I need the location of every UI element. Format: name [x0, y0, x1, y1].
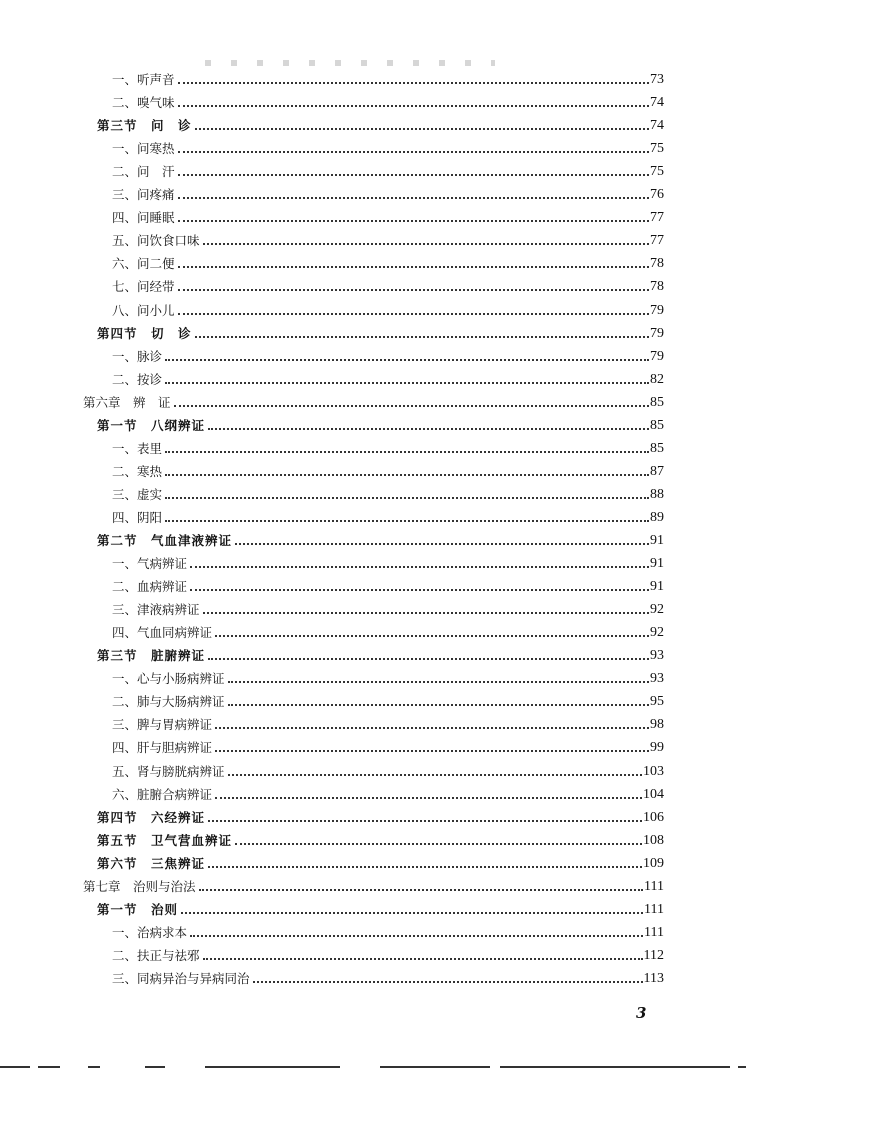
dot-leader — [235, 543, 649, 545]
toc-entry-page-number: 85 — [650, 441, 664, 456]
toc-entry — [112, 552, 664, 572]
scan-artifact-top — [205, 60, 495, 66]
toc-entry-title: 第四节 六经辨证 — [97, 810, 208, 826]
dot-leader — [190, 935, 643, 937]
toc-entry — [112, 575, 664, 595]
dot-leader — [178, 313, 649, 315]
toc-entry-page-number: 74 — [650, 118, 664, 133]
toc-entry — [112, 483, 664, 503]
toc-entry-page-number: 78 — [650, 279, 664, 294]
toc-entry-title: 二、寒热 — [112, 464, 165, 480]
toc-entry-page-number: 77 — [650, 233, 664, 248]
toc-entry-page-number: 79 — [650, 349, 664, 364]
toc-entry-page-number: 78 — [650, 256, 664, 271]
toc-entry-page-number: 82 — [650, 372, 664, 387]
toc-entry-page-number: 106 — [643, 810, 664, 825]
dot-leader — [228, 774, 642, 776]
toc-entry — [97, 114, 664, 134]
toc-entry-title: 七、问经带 — [112, 279, 178, 295]
page-folio-number: 3 — [636, 1004, 647, 1022]
toc-entry — [112, 921, 664, 941]
toc-entry-page-number: 73 — [650, 72, 664, 87]
toc-entry-page-number: 95 — [650, 694, 664, 709]
toc-entry — [112, 137, 664, 157]
toc-entry — [112, 183, 664, 203]
dot-leader — [203, 958, 643, 960]
dot-leader — [195, 336, 649, 338]
dot-leader — [215, 750, 649, 752]
toc-entry-title: 二、问 汗 — [112, 164, 178, 180]
toc-entry-title: 二、肺与大肠病辨证 — [112, 694, 228, 710]
dot-leader — [235, 843, 642, 845]
dot-leader — [165, 359, 649, 361]
toc-entry-page-number: 75 — [650, 141, 664, 156]
dot-leader — [208, 658, 649, 660]
toc-entry — [112, 506, 664, 526]
dot-leader — [215, 727, 649, 729]
toc-entry-title: 三、津液病辨证 — [112, 602, 203, 618]
dot-leader — [178, 220, 649, 222]
toc-entry — [97, 529, 664, 549]
dot-leader — [178, 82, 649, 84]
toc-entry-title: 二、嗅气味 — [112, 95, 178, 111]
toc-entry-title: 第二节 气血津液辨证 — [97, 533, 235, 549]
toc-entry — [112, 275, 664, 295]
toc-entry-title: 第一节 八纲辨证 — [97, 418, 208, 434]
dot-leader — [190, 566, 649, 568]
toc-entry — [112, 944, 664, 964]
toc-entry-title: 第三节 脏腑辨证 — [97, 648, 208, 664]
toc-entry-page-number: 91 — [650, 556, 664, 571]
toc-entry-title: 六、脏腑合病辨证 — [112, 787, 215, 803]
toc-entry-title: 一、气病辨证 — [112, 556, 190, 572]
toc-entry-title: 第七章 治则与治法 — [83, 879, 199, 895]
toc-entry-title: 五、问饮食口味 — [112, 233, 203, 249]
dot-leader — [165, 382, 649, 384]
dot-leader — [215, 797, 642, 799]
dot-leader — [178, 197, 649, 199]
toc-entry-page-number: 91 — [650, 533, 664, 548]
toc-entry-page-number: 112 — [643, 948, 664, 963]
dot-leader — [174, 405, 649, 407]
toc-entry — [112, 206, 664, 226]
toc-entry-title: 三、脾与胃病辨证 — [112, 717, 215, 733]
toc-entry — [97, 852, 664, 872]
toc-entry-title: 六、问二便 — [112, 256, 178, 272]
dot-leader — [228, 681, 649, 683]
toc-entry — [112, 299, 664, 319]
dot-leader — [228, 704, 649, 706]
dot-leader — [208, 428, 649, 430]
dot-leader — [178, 151, 649, 153]
toc-entry-page-number: 111 — [644, 902, 664, 917]
toc-entry-title: 二、按诊 — [112, 372, 165, 388]
toc-entry — [97, 414, 664, 434]
toc-entry-page-number: 108 — [643, 833, 664, 848]
toc-entry — [112, 345, 664, 365]
toc-entry — [112, 229, 664, 249]
dot-leader — [190, 589, 649, 591]
toc-entry-page-number: 79 — [650, 303, 664, 318]
toc-entry-title: 第四节 切 诊 — [97, 326, 195, 342]
toc-entry-page-number: 93 — [650, 648, 664, 663]
toc-entry-page-number: 104 — [643, 787, 664, 802]
toc-entry-title: 二、扶正与祛邪 — [112, 948, 203, 964]
toc-entry-title: 一、脉诊 — [112, 349, 165, 365]
scan-artifact-bottom — [0, 1066, 875, 1069]
toc-entry — [112, 967, 664, 987]
toc-entry-title: 一、表里 — [112, 441, 165, 457]
toc-entry-title: 八、问小儿 — [112, 303, 178, 319]
toc-entry — [112, 598, 664, 618]
toc-entry — [112, 667, 664, 687]
dot-leader — [181, 912, 643, 914]
toc-entry — [112, 437, 664, 457]
toc-entry-title: 四、肝与胆病辨证 — [112, 740, 215, 756]
toc-entry-page-number: 76 — [650, 187, 664, 202]
toc-entry-page-number: 89 — [650, 510, 664, 525]
toc-entry-title: 三、问疼痛 — [112, 187, 178, 203]
toc-entry-title: 四、阴阳 — [112, 510, 165, 526]
toc-entry — [112, 736, 664, 756]
toc-entry-page-number: 88 — [650, 487, 664, 502]
toc-entry-page-number: 109 — [643, 856, 664, 871]
toc-entry-title: 一、治病求本 — [112, 925, 190, 941]
dot-leader — [165, 520, 649, 522]
toc-entry — [112, 68, 664, 88]
toc-entry-title: 五、肾与膀胱病辨证 — [112, 764, 228, 780]
toc-entry-page-number: 103 — [643, 764, 664, 779]
toc-entry — [112, 713, 664, 733]
toc-entry — [112, 621, 664, 641]
toc-entry — [112, 760, 664, 780]
dot-leader — [178, 289, 649, 291]
toc-entry-title: 四、气血同病辨证 — [112, 625, 215, 641]
dot-leader — [178, 105, 649, 107]
toc-entry-page-number: 79 — [650, 326, 664, 341]
toc-entry — [97, 322, 664, 342]
toc-entry — [97, 898, 664, 918]
toc-entry-title: 一、心与小肠病辨证 — [112, 671, 228, 687]
toc-entry-title: 三、同病异治与异病同治 — [112, 971, 253, 987]
dot-leader — [195, 128, 649, 130]
toc-entry-page-number: 91 — [650, 579, 664, 594]
toc-entry — [83, 875, 664, 895]
toc-entry — [112, 368, 664, 388]
dot-leader — [178, 266, 649, 268]
toc-entry-page-number: 93 — [650, 671, 664, 686]
toc-entry-title: 第三节 问 诊 — [97, 118, 195, 134]
dot-leader — [199, 889, 644, 891]
toc-entry — [97, 806, 664, 826]
dot-leader — [203, 612, 649, 614]
toc-entry — [97, 644, 664, 664]
toc-entry-page-number: 87 — [650, 464, 664, 479]
toc-entry-page-number: 92 — [650, 602, 664, 617]
toc-entry-page-number: 85 — [650, 418, 664, 433]
toc-entry-title: 第六节 三焦辨证 — [97, 856, 208, 872]
toc-entry-title: 第六章 辨 证 — [83, 395, 174, 411]
toc-entry — [112, 91, 664, 111]
toc-entry-page-number: 111 — [644, 879, 664, 894]
dot-leader — [178, 174, 649, 176]
toc-entry-page-number: 75 — [650, 164, 664, 179]
dot-leader — [203, 243, 649, 245]
toc-entry — [112, 160, 664, 180]
toc-entry — [97, 829, 664, 849]
toc-entry-page-number: 85 — [650, 395, 664, 410]
toc-entry-title: 四、问睡眠 — [112, 210, 178, 226]
dot-leader — [208, 820, 642, 822]
toc-entry-title: 一、问寒热 — [112, 141, 178, 157]
toc-entry-title: 第五节 卫气营血辨证 — [97, 833, 235, 849]
toc-entry-title: 二、血病辨证 — [112, 579, 190, 595]
dot-leader — [215, 635, 649, 637]
toc-entry — [112, 460, 664, 480]
toc-entry-title: 第一节 治则 — [97, 902, 181, 918]
toc-entry-page-number: 111 — [644, 925, 664, 940]
toc-entry-page-number: 92 — [650, 625, 664, 640]
dot-leader — [253, 981, 643, 983]
toc-entry-page-number: 113 — [643, 971, 664, 986]
toc-entry — [83, 391, 664, 411]
toc-entry-page-number: 98 — [650, 717, 664, 732]
toc-entry — [112, 783, 664, 803]
toc-entry-page-number: 77 — [650, 210, 664, 225]
toc-entry-page-number: 99 — [650, 740, 664, 755]
toc-entry-page-number: 74 — [650, 95, 664, 110]
dot-leader — [208, 866, 642, 868]
toc-entry-title: 一、听声音 — [112, 72, 178, 88]
dot-leader — [165, 474, 649, 476]
toc-entry-title: 三、虚实 — [112, 487, 165, 503]
dot-leader — [165, 497, 649, 499]
dot-leader — [165, 451, 649, 453]
toc-entry — [112, 252, 664, 272]
toc-entry — [112, 690, 664, 710]
